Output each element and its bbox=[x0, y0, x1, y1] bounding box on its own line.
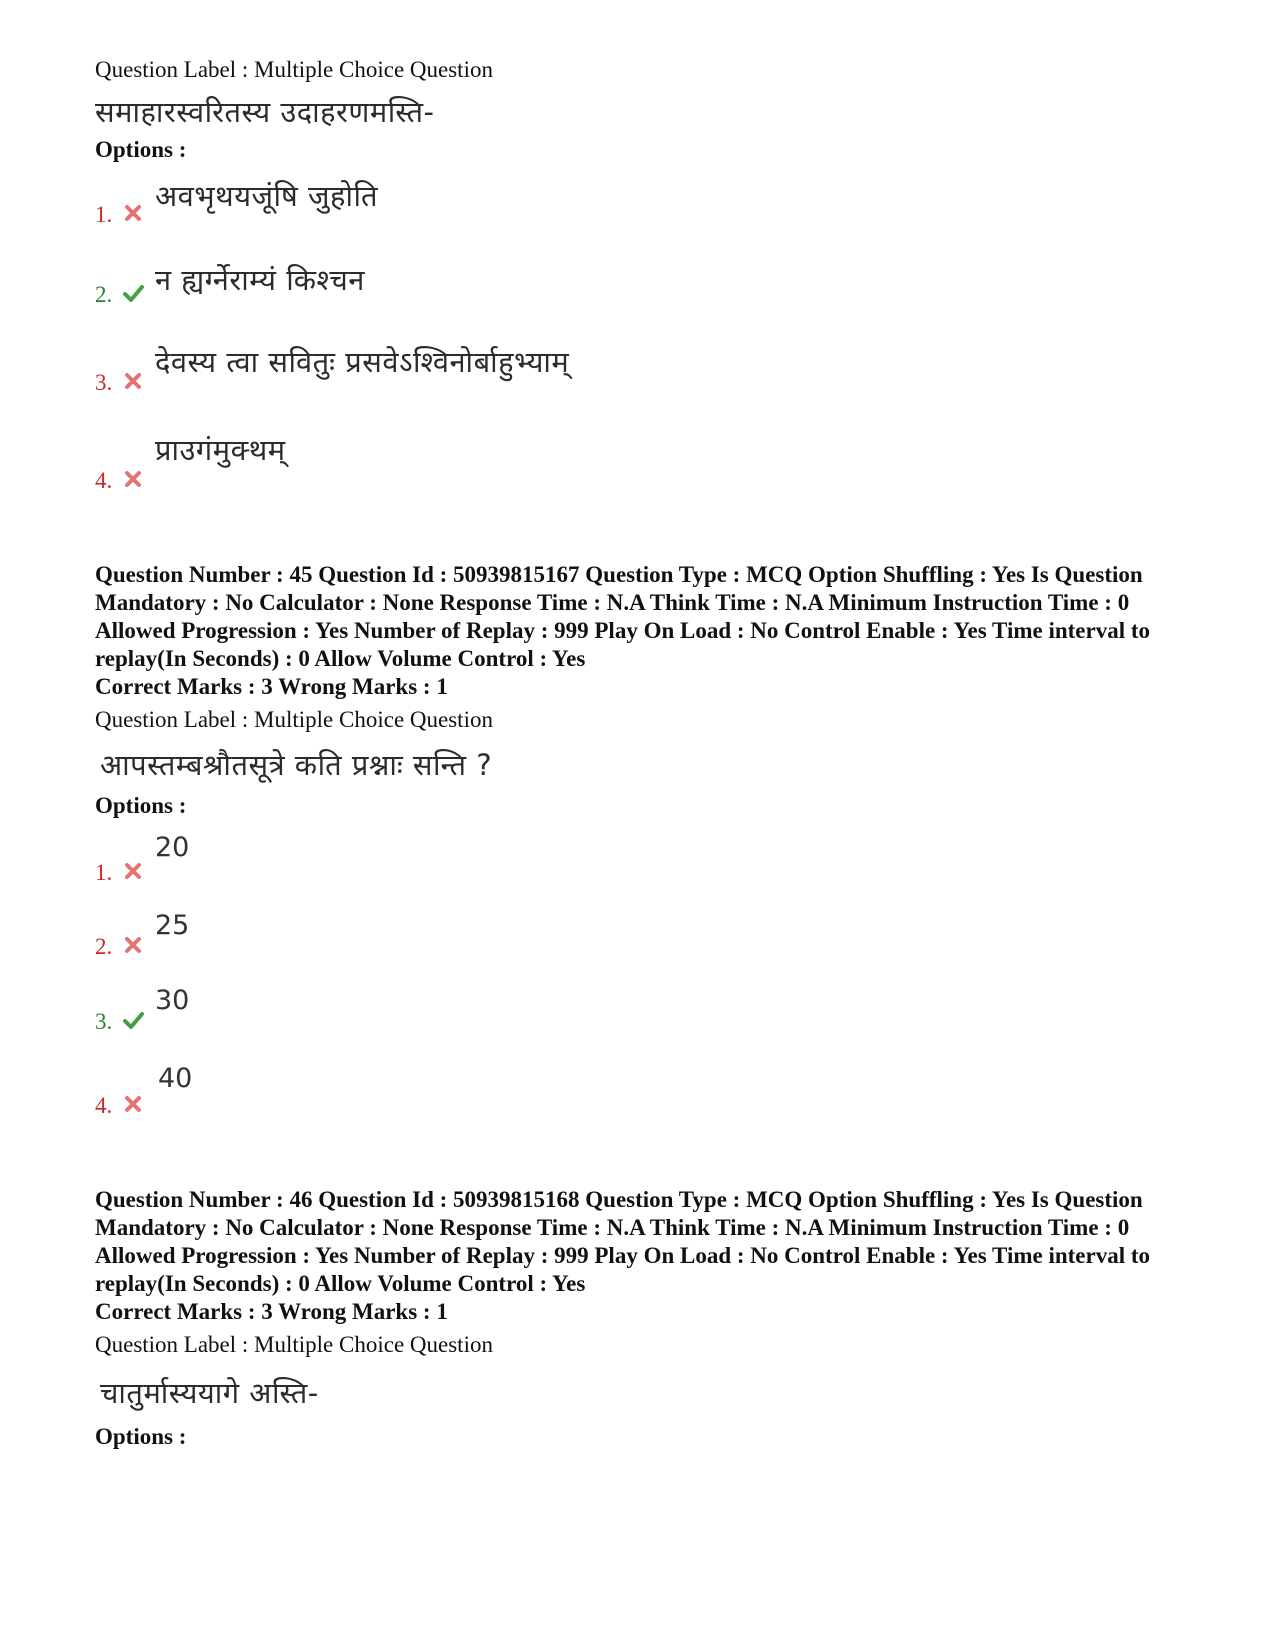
question-label: Question Label : Multiple Choice Question bbox=[95, 1332, 493, 1357]
option-number: 4. bbox=[95, 1093, 113, 1118]
option-number: 3. bbox=[95, 1009, 113, 1034]
wrong-icon bbox=[122, 202, 144, 224]
option-number: 2. bbox=[95, 934, 113, 959]
wrong-icon bbox=[122, 370, 144, 392]
check-icon bbox=[122, 282, 144, 304]
option-number: 1. bbox=[95, 202, 113, 227]
question-text: आपस्तम्बश्रौतसूत्रे कति प्रश्नाः सन्ति ? bbox=[100, 748, 493, 782]
option-text: अवभृथयजूंषि जुहोति bbox=[155, 179, 378, 213]
option-text: 30 bbox=[155, 985, 190, 1016]
wrong-icon bbox=[122, 1093, 144, 1115]
question-label: Question Label : Multiple Choice Question bbox=[95, 57, 493, 82]
option-text: 20 bbox=[155, 832, 190, 863]
question-text: समाहारस्वरितस्य उदाहरणमस्ति- bbox=[95, 95, 435, 129]
option-text: प्राउगंमुक्थम् bbox=[155, 433, 286, 467]
option-text: 40 bbox=[158, 1063, 193, 1094]
options-label: Options : bbox=[95, 793, 187, 818]
question-meta: Question Number : 46 Question Id : 50939815168 Question Type : MCQ Option Shuffling : Yes Is Question Mandatory : No Calculator : None Response Time : N.A Think Time : N.A Minimum Instruction Time : 0 Allowed Progression : Yes Number of Replay : 999 Play On Load : No Control Enable : Yes Time interval to replay(In Seconds) : 0 Allow Volume Control : Yes bbox=[95, 1187, 1151, 1296]
option-number: 3. bbox=[95, 370, 113, 395]
options-label: Options : bbox=[95, 1424, 187, 1449]
option-text: न ह्यर्ग्नेराम्यं किश्चन bbox=[155, 263, 365, 297]
option-number: 1. bbox=[95, 860, 113, 885]
option-text: देवस्य त्वा सवितुः प्रसवेऽश्विनोर्बाहुभ्याम् bbox=[155, 345, 570, 379]
options-label: Options : bbox=[95, 137, 187, 162]
wrong-icon bbox=[122, 934, 144, 956]
question-marks: Correct Marks : 3 Wrong Marks : 1 bbox=[95, 1299, 448, 1324]
question-marks: Correct Marks : 3 Wrong Marks : 1 bbox=[95, 674, 448, 699]
option-number: 4. bbox=[95, 468, 113, 493]
option-text: 25 bbox=[155, 910, 190, 941]
wrong-icon bbox=[122, 468, 144, 490]
check-icon bbox=[122, 1009, 144, 1031]
option-number: 2. bbox=[95, 282, 113, 307]
question-text: चातुर्मास्ययागे अस्ति- bbox=[100, 1376, 319, 1410]
wrong-icon bbox=[122, 860, 144, 882]
question-meta: Question Number : 45 Question Id : 50939815167 Question Type : MCQ Option Shuffling : Yes Is Question Mandatory : No Calculator : None Response Time : N.A Think Time : N.A Minimum Instruction Time : 0 Allowed Progression : Yes Number of Replay : 999 Play On Load : No Control Enable : Yes Time interval to replay(In Seconds) : 0 Allow Volume Control : Yes bbox=[95, 562, 1151, 671]
question-label: Question Label : Multiple Choice Question bbox=[95, 707, 493, 732]
